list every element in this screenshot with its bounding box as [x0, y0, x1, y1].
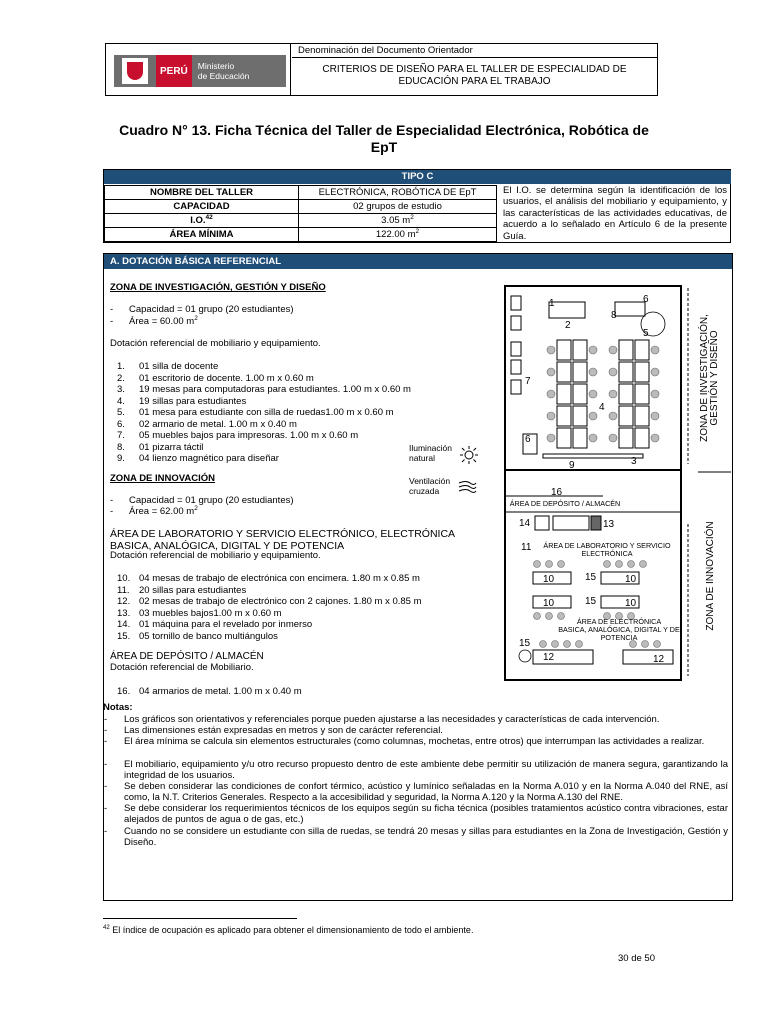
plan-number: 6 [525, 434, 531, 445]
deposit-dotacion: Dotación referencial de Mobiliario. [110, 662, 254, 673]
spec-key: NOMBRE DEL TALLER [105, 186, 299, 200]
plan-number: 5 [643, 328, 649, 339]
zone2-label: ZONA DE INNOVACIÓN [705, 521, 716, 631]
list-item: 14. 01 máquina para el revelado por inmerso [117, 619, 313, 630]
plan-number: 12 [653, 654, 665, 665]
plan-number: 8 [611, 310, 617, 321]
spec-grid [104, 185, 497, 242]
spec-value: ELECTRÓNICA, ROBÓTICA DE EpT [299, 186, 497, 200]
plan-number: 11 [521, 542, 532, 553]
footnote: $^{42}$ El índice de ocupación es aplicado para obtener el dimensionamiento de todo el ambiente. [103, 925, 474, 935]
page-title: Cuadro N° 13. Ficha Técnica del Taller de Especialidad Electrónica, Robótica de EpT [119, 122, 649, 155]
plan-number: 15 [585, 572, 597, 583]
logo-cell [106, 44, 291, 95]
magnetic-board [543, 454, 643, 458]
list-item: 3. 19 mesas para computadoras para estudiantes. 1.00 m x 0.60 m [117, 384, 411, 395]
deposit-label: ÁREA DE DEPÓSITO / ALMACÉN [509, 499, 621, 508]
minedu-logo [114, 55, 286, 87]
list-item: 9. 04 lienzo magnético para diseñar [117, 453, 279, 464]
bench-vise-icon [519, 650, 531, 662]
plan-number: 2 [565, 320, 571, 331]
plan-number: 10 [543, 574, 555, 585]
student-desks [557, 340, 649, 448]
tipo-header: TIPO C [104, 170, 731, 184]
section-a-title: A. DOTACIÓN BÁSICA REFERENCIAL [104, 254, 732, 269]
plan-number: 1 [549, 298, 555, 309]
list-item: 13. 03 muebles bajos1.00 m x 0.60 m [117, 607, 282, 619]
lab-label: ELECTRÓNICA [581, 549, 633, 558]
plan-number: 13 [603, 519, 615, 530]
zone1-label: GESTIÓN Y DISEÑO [709, 330, 720, 426]
basic-label: BASICA, ANALÓGICA, DIGITAL Y DE [558, 625, 680, 634]
list-item: 6. 02 armario de metal. 1.00 m x 0.40 m [117, 418, 297, 430]
printer-cabinets [511, 296, 521, 394]
lab-title: ÁREA DE LABORATORIO Y SERVICIO ELECTRÓNICO, ELECTRÓNICA BASICA, ANALÓGICA, DIGITAL Y DE POTENCIA [110, 528, 456, 552]
plan-number: 14 [519, 518, 531, 529]
floor-plan [503, 284, 733, 684]
ventilation-icon [458, 480, 478, 494]
zone2-area: - Área = 62.00 $m^2$ [110, 504, 198, 517]
plan-number: 7 [525, 376, 531, 387]
touch-board [615, 302, 645, 316]
spec-note: El I.O. se determina según la identificación de los usuarios, el análisis del mobiliario y equipamiento, y las características de las actividades educativas, de acuerdo a lo señalado en Artículo 6 de la presente Guía. [503, 185, 727, 242]
list-item: 11. 20 sillas para estudiantes [117, 584, 247, 596]
table-row [105, 186, 497, 200]
zone2-capacity: - Capacidad = 01 grupo (20 estudiantes) [110, 495, 294, 506]
logo-country: PERÚ [156, 55, 192, 87]
spec-value: 122.00 $m^2$ [299, 228, 497, 242]
plan-number: 3 [631, 456, 637, 467]
doc-title: CRITERIOS DE DISEÑO PARA EL TALLER DE ESPECIALIDAD DE EDUCACIÓN PARA EL TRABAJO [322, 64, 627, 87]
plan-number: 6 [643, 294, 649, 305]
plan-number: 16 [551, 487, 563, 498]
table-row [105, 214, 497, 228]
list-item: 1. 01 silla de docente [117, 361, 219, 372]
deposit-cabinets [535, 516, 601, 530]
spec-table [103, 169, 731, 243]
list-item: 15. 05 tornillo de banco multiángulos [117, 630, 278, 642]
plan-number: 12 [543, 652, 555, 663]
plan-number: 15 [519, 638, 531, 649]
page-number: 30 de 50 [618, 953, 655, 964]
list-item: 10. 04 mesas de trabajo de electrónica con encimera. 1.80 m x 0.85 m [117, 573, 420, 584]
spec-value: 02 grupos de estudio [299, 200, 497, 214]
document-header [105, 43, 658, 96]
spec-value: 3.05 $m^2$ [299, 214, 497, 228]
plan-number: 9 [569, 460, 575, 471]
list-item: 4. 19 sillas para estudiantes [117, 395, 247, 407]
doc-label: Denominación del Documento Orientador [292, 44, 657, 58]
list-item: 7. 05 muebles bajos para impresoras. 1.00 m x 0.60 m [117, 430, 359, 441]
spec-key: CAPACIDAD [105, 200, 299, 214]
plan-number: 15 [585, 596, 597, 607]
basic-label: POTENCIA [600, 633, 638, 642]
plan-number: 10 [625, 598, 637, 609]
plan-number: 4 [599, 402, 605, 413]
spec-key: ÁREA MÍNIMA [105, 228, 299, 242]
list-item: 5. 01 mesa para estudiante con silla de ruedas1.00 m x 0.60 m [117, 407, 394, 418]
zone1-capacity: - Capacidad = 01 grupo (20 estudiantes) [110, 304, 294, 315]
legend-ventilation: Ventilación cruzada [409, 476, 451, 496]
footnote-separator [103, 918, 297, 919]
logo-ministry: Ministerio de Educación [197, 61, 250, 81]
spec-key: I.O.$^{42}$ [105, 214, 299, 228]
sun-icon [458, 445, 480, 465]
plan-number: 10 [543, 598, 555, 609]
zone1-dotacion: Dotación referencial de mobiliario y equipamiento. [110, 338, 321, 349]
legend-light: Iluminación natural [409, 443, 452, 463]
lab-label: ÁREA DE LABORATORIO Y SERVICIO [543, 541, 671, 550]
deposit-title: ÁREA DE DEPÓSITO / ALMACÉN [110, 651, 264, 662]
zone1-area: - Área = 60.00 $m^2$ [110, 314, 198, 327]
table-row [105, 200, 497, 214]
basic-label: ÁREA DE ELECTRÓNICA [576, 617, 662, 626]
list-item: 2. 01 escritorio de docente. 1.00 m x 0.60 m [117, 372, 314, 384]
lab-dotacion: Dotación referencial de mobiliario y equipamiento. [110, 550, 321, 561]
list-item: 8. 01 pizarra táctil [117, 441, 204, 453]
zone1-title: ZONA DE INVESTIGACIÓN, GESTIÓN Y DISEÑO [110, 282, 326, 293]
notes-title: Notas: [103, 702, 133, 713]
list-item: 16. 04 armarios de metal. 1.00 m x 0.40 m [117, 686, 302, 697]
plan-number: 10 [625, 574, 637, 585]
zone2-title: ZONA DE INNOVACIÓN [110, 473, 216, 484]
list-item: 12. 02 mesas de trabajo de electrónico con 2 cajones. 1.80 m x 0.85 m [117, 596, 422, 607]
zone1-label: ZONA DE INVESTIGACIÓN, [699, 314, 710, 442]
peru-shield-icon [122, 58, 148, 84]
table-row [105, 228, 497, 242]
